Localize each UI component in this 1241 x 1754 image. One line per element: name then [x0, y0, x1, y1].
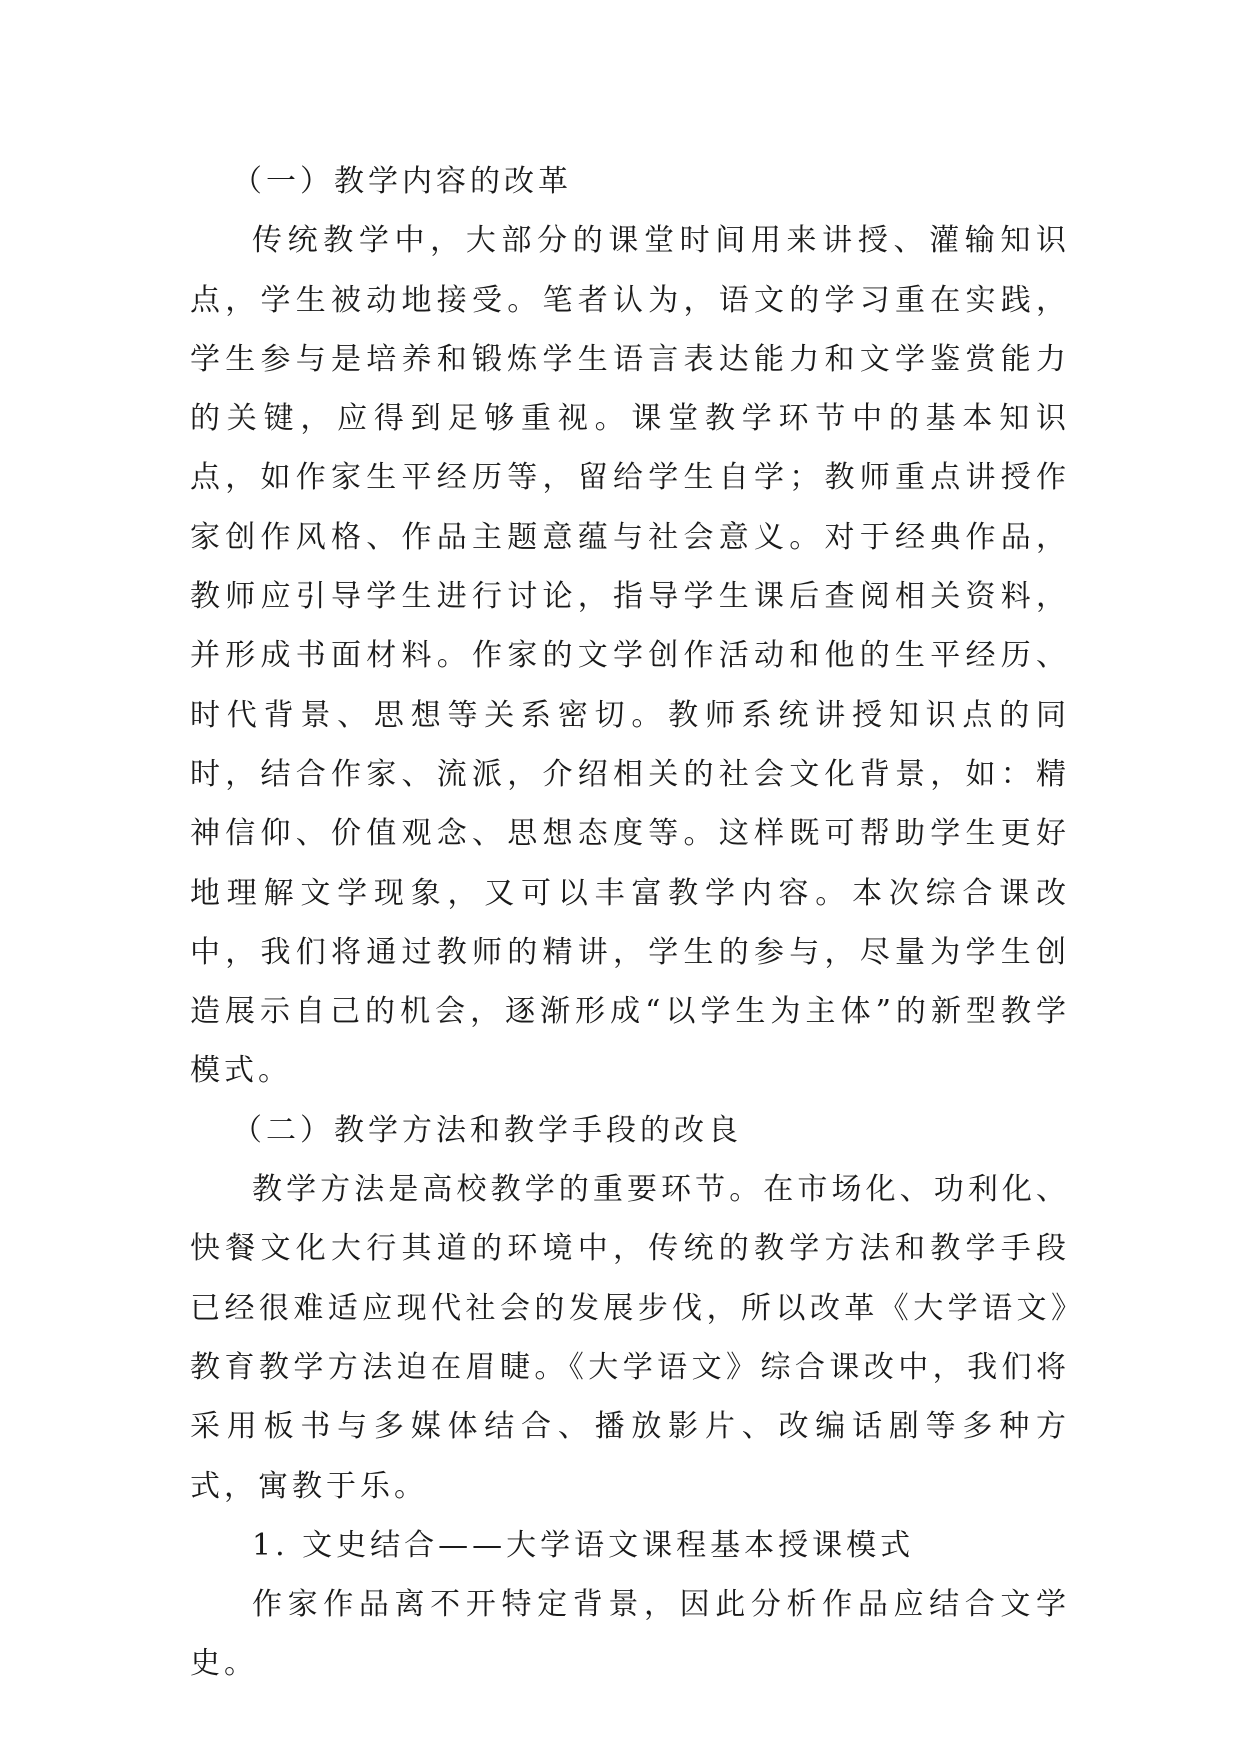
- paragraph-traditional-teaching: 传统教学中，大部分的课堂时间用来讲授、灌输知识点，学生被动地接受。笔者认为，语文的学习重在实践，学生参与是培养和锻炼学生语言表达能力和文学鉴赏能力的关键，应得到足够重视。课堂教学环节中的基本知识点，如作家生平经历等，留给学生自学；教师重点讲授作家创作风格、作品主题意蕴与社会意义。对于经典作品，教师应引导学生进行讨论，指导学生课后查阅相关资料，并形成书面材料。作家的文学创作活动和他的生平经历、时代背景、思想等关系密切。教师系统讲授知识点的同时，结合作家、流派，介绍相关的社会文化背景，如：精神信仰、价值观念、思想态度等。这样既可帮助学生更好地理解文学现象，又可以丰富教学内容。本次综合课改中，我们将通过教师的精讲，学生的参与，尽量为学生创造展示自己的机会，逐渐形成“以学生为主体”的新型教学模式。: [190, 223, 1070, 1089]
- section-heading-content-reform: （一）教学内容的改革: [232, 164, 572, 199]
- section-heading-method-improvement: （二）教学方法和教学手段的改良: [232, 1112, 742, 1148]
- subsection-heading-literature-history: 1. 文史结合——大学语文课程基本授课模式: [252, 1527, 915, 1563]
- document-body: [190, 152, 1070, 1694]
- paragraph-teaching-methods: 教学方法是高校教学的重要环节。在市场化、功利化、快餐文化大行其道的环境中，传统的教学方法和教学手段已经很难适应现代社会的发展步伐，所以改革《大学语文》教育教学方法迫在眉睫。《大学语文》综合课改中，我们将采用板书与多媒体结合、播放影片、改编话剧等多种方式，寓教于乐。: [190, 1172, 1070, 1504]
- paragraph-works-background: 作家作品离不开特定背景，因此分析作品应结合文学史。: [190, 1587, 1070, 1682]
